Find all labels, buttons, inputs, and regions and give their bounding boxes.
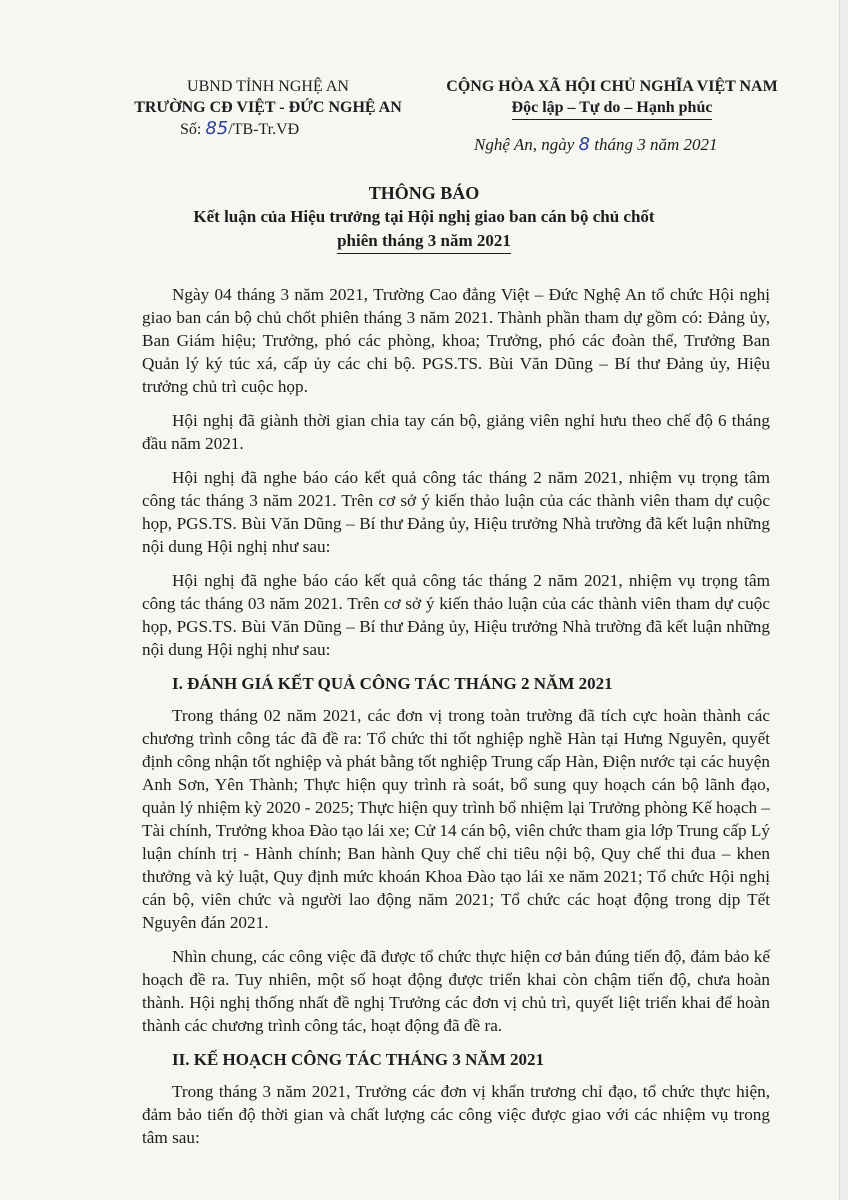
place-and-date: [474, 134, 717, 155]
date-suffix: tháng 3 năm 2021: [594, 135, 718, 154]
paragraph-february-results: Trong tháng 02 năm 2021, các đơn vị trong toàn trường đã tích cực hoàn thành các chương trình công tác đã đề ra: Tổ chức thi tốt nghiệp nghề Hàn tại Hưng Nguyên, quyết định công nhận tốt nghiệp và phát bằng tốt nghiệp Trung cấp Hàn, Điện nước tại các huyện Anh Sơn, Yên Thành; Thực hiện quy trình rà soát, bổ sung quy hoạch cán bộ lãnh đạo, quản lý nhiệm kỳ 2020 - 2025; Thực hiện quy trình bổ nhiệm lại Trưởng phòng Kế hoạch – Tài chính, Trưởng khoa Đào tạo lái xe; Cử 14 cán bộ, viên chức tham gia lớp Trung cấp Lý luận chính trị - Hành chính; Ban hành Quy chế chi tiêu nội bộ, Quy chế thi đua – khen thưởng và kỷ luật, Quy định mức khoán Khoa Đào tạo lái xe năm 2021; Tổ chức Hội nghị cán bộ, viên chức và người lao động năm 2021; Tổ chức các hoạt động trong dịp Tết Nguyên đán 2021.: [142, 706, 770, 932]
paragraph-report-1: Hội nghị đã nghe báo cáo kết quả công tác tháng 2 năm 2021, nhiệm vụ trọng tâm công tác tháng 3 năm 2021. Trên cơ sở ý kiến thảo luận của các thành viên tham dự cuộc họp, PGS.TS. Bùi Văn Dũng – Bí thư Đảng ủy, Hiệu trưởng Nhà trường đã kết luận những nội dung Hội nghị như sau:: [142, 468, 770, 556]
paragraph-farewell: Hội nghị đã giành thời gian chia tay cán bộ, giảng viên nghỉ hưu theo chế độ 6 tháng đầu năm 2021.: [142, 411, 770, 453]
national-header: [432, 76, 792, 120]
subject-line2-text: phiên tháng 3 năm 2021: [337, 231, 511, 254]
notice-subject-line1: Kết luận của Hiệu trưởng tại Hội nghị giao ban cán bộ chủ chốt: [193, 207, 655, 226]
issuing-organization: [118, 76, 418, 118]
document-body: [142, 283, 770, 1160]
province-committee: UBND TỈNH NGHỆ AN: [187, 78, 349, 95]
number-suffix: /TB-Tr.VĐ: [228, 121, 300, 138]
notice-subject-line2: [0, 231, 848, 254]
section-heading-plan: II. KẾ HOẠCH CÔNG TÁC THÁNG 3 NĂM 2021: [172, 1050, 544, 1069]
paragraph-overall-assessment: Nhìn chung, các công việc đã được tổ chức thực hiện cơ bản đúng tiến độ, đảm bảo kế hoạch đề ra. Tuy nhiên, một số hoạt động được triển khai còn chậm tiến độ, chưa hoàn thành. Hội nghị thống nhất đề nghị Trưởng các đơn vị chủ trì, quyết liệt triển khai để hoàn thành các chương trình công tác, hoạt động đã đề ra.: [142, 947, 770, 1035]
paragraph-march-plan: Trong tháng 3 năm 2021, Trưởng các đơn vị khẩn trương chỉ đạo, tổ chức thực hiện, đảm bảo tiến độ thời gian và chất lượng các công việc được giao với các nhiệm vụ trong tâm sau:: [142, 1082, 770, 1147]
country-name: CỘNG HÒA XÃ HỘI CHỦ NGHĨA VIỆT NAM: [446, 78, 778, 95]
scan-edge: [839, 0, 848, 1200]
date-day-handwritten: 8: [578, 134, 590, 155]
section-heading-results: I. ĐÁNH GIÁ KẾT QUẢ CÔNG TÁC THÁNG 2 NĂM 2021: [172, 674, 613, 693]
paragraph-meeting-info: Ngày 04 tháng 3 năm 2021, Trường Cao đẳng Việt – Đức Nghệ An tổ chức Hội nghị giao ban cán bộ chủ chốt phiên tháng 3 năm 2021. Thành phần tham dự gồm có: Đảng ủy, Ban Giám hiệu; Trưởng, phó các phòng, khoa; Trưởng, phó các đoàn thể, Trưởng Ban Quản lý ký túc xá, cấp ủy các chi bộ. PGS.TS. Bùi Văn Dũng – Bí thư Đảng ủy, Hiệu trưởng chủ trì cuộc họp.: [142, 285, 770, 396]
number-prefix: Số:: [180, 121, 202, 138]
national-motto: Độc lập – Tự do – Hạnh phúc: [512, 97, 713, 120]
date-prefix: Nghệ An, ngày: [474, 135, 575, 154]
document-number: [180, 118, 299, 139]
number-handwritten: 85: [205, 118, 229, 139]
notice-heading: THÔNG BÁO: [368, 183, 480, 203]
paragraph-report-2: Hội nghị đã nghe báo cáo kết quả công tác tháng 2 năm 2021, nhiệm vụ trọng tâm công tác tháng 03 năm 2021. Trên cơ sở ý kiến thảo luận của các thành viên tham dự cuộc họp, PGS.TS. Bùi Văn Dũng – Bí thư Đảng ủy, Hiệu trưởng Nhà trường đã kết luận những nội dung Hội nghị như sau:: [142, 571, 770, 659]
college-name: TRƯỜNG CĐ VIỆT - ĐỨC NGHỆ AN: [134, 99, 402, 116]
